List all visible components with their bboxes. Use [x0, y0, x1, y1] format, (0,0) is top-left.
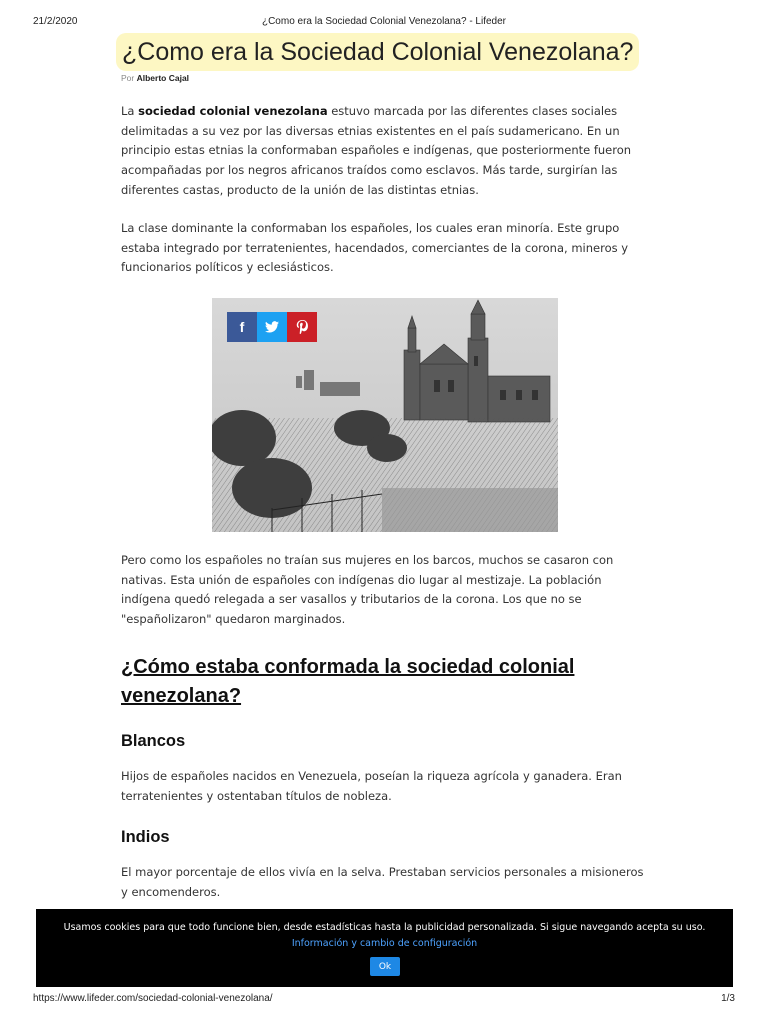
paragraph-2: La clase dominante la conformaban los españoles, los cuales eran minoría. Este grupo estaba integrado por terratenientes, hacendados, comerciantes de la corona, mineros y funcionarios políticos y eclesiásticos.: [121, 221, 629, 275]
article-title-wrap: [116, 33, 639, 71]
byline-prefix: Por: [121, 73, 135, 83]
section-heading: ¿Cómo estaba conformada la sociedad colonial venezolana?: [121, 656, 575, 707]
facebook-share-button[interactable]: [227, 312, 257, 342]
print-footer: [0, 993, 768, 1007]
cookie-settings-link[interactable]: Información y cambio de configuración: [291, 938, 478, 949]
subsection-heading: Blancos: [121, 732, 186, 750]
subsection-blancos-block: [121, 732, 651, 751]
twitter-share-button[interactable]: [257, 312, 287, 342]
article-title: ¿Como era la Sociedad Colonial Venezolana?: [116, 33, 639, 71]
cookie-ok-button[interactable]: Ok: [370, 957, 400, 976]
cookie-message: Usamos cookies para que todo funcione bien, desde estadísticas hasta la publicidad personalizada. Si sigue navegando acepta su uso.: [63, 922, 706, 933]
subsection-indios-text-block: [121, 863, 651, 902]
pinterest-share-button[interactable]: [287, 312, 317, 342]
byline: [121, 73, 189, 83]
author-link[interactable]: Alberto Cajal: [136, 73, 190, 83]
intro-rest: estuvo marcada por las diferentes clases sociales delimitadas a su vez por las diversas etnias existentes en el país sudamericano. En un principio estas etnias la conformaban españoles e indígenas, que posteriormente fueron acompañadas por los negros africanos traídos como esclavos. Más tarde, surgirían las diferentes castas, producto de la unión de las distintas etnias.: [121, 104, 632, 197]
print-date: 21/2/2020: [33, 16, 78, 27]
page-number: 1/3: [721, 993, 735, 1004]
subsection-text: Hijos de españoles nacidos en Venezuela, poseían la riqueza agrícola y ganadera. Eran terratenientes y ostentaban títulos de nobleza.: [121, 769, 622, 803]
intro-lead: La: [121, 104, 139, 118]
intro-paragraph: [121, 102, 651, 201]
subsection-blancos-text-block: [121, 767, 651, 806]
page-url: https://www.lifeder.com/sociedad-colonial-venezolana/: [33, 993, 273, 1004]
paragraph-3: Pero como los españoles no traían sus mujeres en los barcos, muchos se casaron con nativas. Esta unión de españoles con indígenas dio lugar al mestizaje. La población indígena quedó relegada a ser vasallos y tributarios de la corona. Los que no se "españolizaron" quedaron marginados.: [121, 553, 614, 627]
print-page-title: ¿Como era la Sociedad Colonial Venezolana? - Lifeder: [261, 16, 507, 27]
subsection-text: El mayor porcentaje de ellos vivía en la selva. Prestaban servicios personales a misioneros y encomenderos.: [121, 865, 644, 899]
section-heading-block: [121, 653, 651, 711]
facebook-icon: f: [239, 319, 245, 335]
intro-bold: sociedad colonial venezolana: [138, 104, 328, 118]
article-image: [212, 298, 558, 532]
paragraph-2-block: [121, 219, 651, 278]
print-header: [0, 16, 768, 30]
subsection-indios-block: [121, 828, 651, 847]
cookie-banner: [36, 909, 733, 987]
twitter-icon: [265, 321, 279, 333]
paragraph-3-block: [121, 551, 651, 630]
intro-paragraph-block: [121, 102, 651, 201]
subsection-heading: Indios: [121, 828, 170, 846]
pinterest-icon: [296, 320, 308, 334]
